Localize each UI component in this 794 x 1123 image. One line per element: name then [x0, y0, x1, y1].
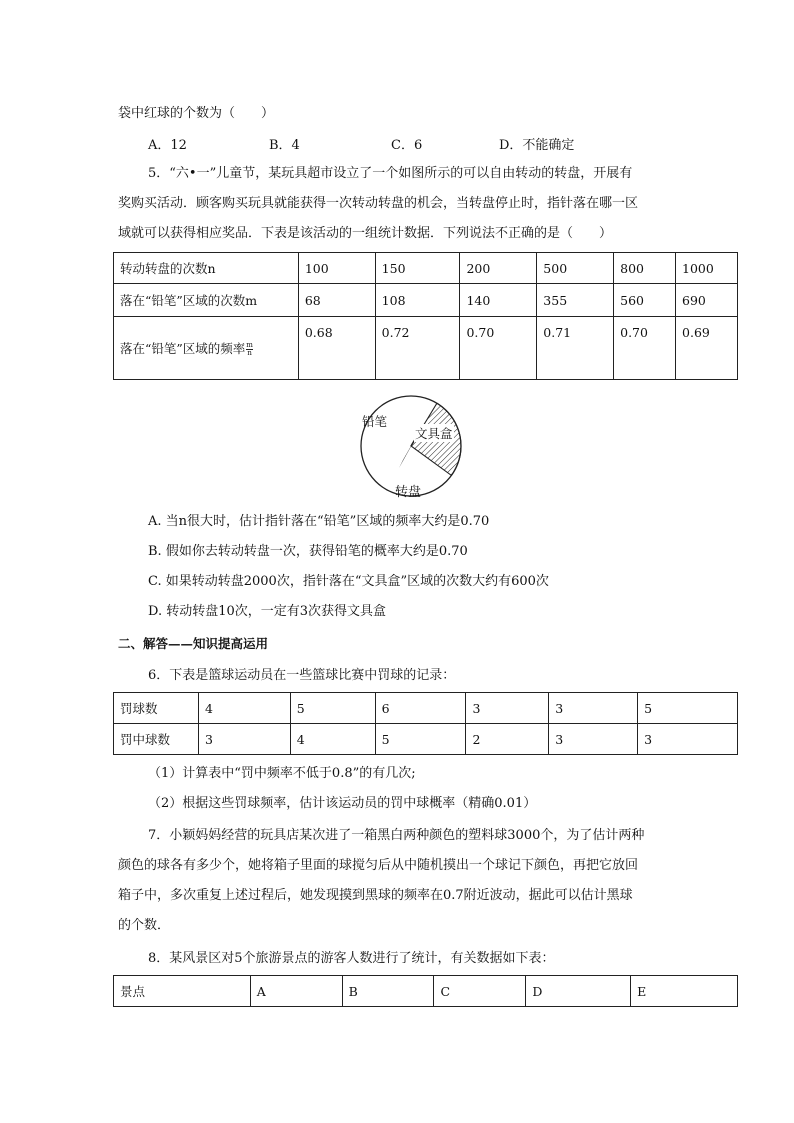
table-cell: 0.68 [298, 317, 375, 380]
table-cell: 3 [549, 724, 638, 755]
q8-table [113, 975, 738, 1007]
table-cell: 5 [375, 724, 466, 755]
q5-row1-label: 转动转盘的次数n [114, 253, 299, 284]
table-cell: E [631, 976, 738, 1007]
q4-option-a: A．12 [148, 138, 187, 153]
table-cell: 3 [638, 724, 738, 755]
table-cell: 690 [676, 284, 738, 317]
table-row [114, 976, 738, 1007]
q4-stem-tail: 袋中红球的个数为（ ） [118, 106, 275, 121]
q5-table [113, 252, 738, 380]
q4-option-b: B．4 [269, 138, 300, 153]
fraction-denominator: n [247, 349, 252, 357]
table-cell: 0.71 [537, 317, 614, 380]
table-row [114, 724, 738, 755]
table-cell: 3 [466, 693, 549, 724]
table-cell: 108 [375, 284, 460, 317]
spinner-caption: 转盘 [395, 485, 422, 500]
q5-option-d: D. 转动转盘10次，一定有3次获得文具盒 [148, 604, 387, 619]
q5-row2-label: 落在“铅笔”区域的次数m [114, 284, 299, 317]
table-cell: 5 [290, 693, 375, 724]
q5-row3-label [114, 317, 299, 380]
q6-stem: 6．下表是篮球运动员在一些篮球比赛中罚球的记录： [148, 668, 456, 683]
table-cell: 500 [537, 253, 614, 284]
table-cell: 100 [298, 253, 375, 284]
table-cell: 2 [466, 724, 549, 755]
q7-line1: 7．小颖妈妈经营的玩具店某次进了一箱黑白两种颜色的塑料球3000个，为了估计两种 [148, 828, 645, 843]
table-cell: 140 [460, 284, 537, 317]
q5-line1: 5．“六•一”儿童节，某玩具超市设立了一个如图所示的可以自由转动的转盘，开展有 [148, 166, 633, 181]
q8-row1-label: 景点 [114, 976, 251, 1007]
table-cell: 5 [638, 693, 738, 724]
table-cell: 0.70 [614, 317, 676, 380]
table-cell: C [434, 976, 526, 1007]
q4-option-d: D．不能确定 [499, 138, 575, 153]
table-row [114, 693, 738, 724]
q7-line2: 颜色的球各有多少个，她将箱子里面的球搅匀后从中随机摸出一个球记下颜色，再把它放回 [118, 858, 639, 873]
table-cell: 4 [198, 693, 290, 724]
q4-option-c: C．6 [391, 138, 423, 153]
q5-row3-label-text: 落在“铅笔”区域的频率 [120, 341, 246, 356]
table-cell: 150 [375, 253, 460, 284]
q6-row2-label: 罚中球数 [114, 724, 199, 755]
stationery-region-label: 文具盒 [415, 426, 453, 441]
q5-line2: 奖购买活动．顾客购买玩具就能获得一次转动转盘的机会，当转盘停止时，指针落在哪一区 [118, 196, 639, 211]
q6-table [113, 692, 738, 755]
table-cell: 3 [198, 724, 290, 755]
q5-option-a: A. 当n很大时，估计指针落在“铅笔”区域的频率大约是0.70 [148, 514, 490, 529]
table-cell: 560 [614, 284, 676, 317]
q7-line4: 的个数． [118, 918, 171, 933]
table-cell: 0.69 [676, 317, 738, 380]
q5-line3: 域就可以获得相应奖品．下表是该活动的一组统计数据．下列说法不正确的是（ ） [118, 226, 613, 241]
table-cell: 200 [460, 253, 537, 284]
table-cell: 355 [537, 284, 614, 317]
table-cell: 0.70 [460, 317, 537, 380]
table-cell: B [342, 976, 434, 1007]
section-heading: 二、解答——知识提高运用 [118, 636, 269, 651]
q7-line3: 箱子中，多次重复上述过程后，她发现摸到黑球的频率在0.7附近波动，据此可以估计黑球 [118, 888, 633, 903]
q4-options [148, 134, 648, 152]
fraction-m-over-n [246, 342, 253, 357]
table-cell: 3 [549, 693, 638, 724]
q5-option-b: B. 假如你去转动转盘一次，获得铅笔的概率大约是0.70 [148, 544, 468, 559]
table-cell: 4 [290, 724, 375, 755]
q6-sub1: （1）计算表中“罚中频率不低于0.8”的有几次; [148, 766, 416, 781]
table-row [114, 317, 738, 380]
fraction-numerator: m [246, 341, 253, 349]
table-cell: 0.72 [375, 317, 460, 380]
table-cell: 6 [375, 693, 466, 724]
q8-stem: 8．某风景区对5个旅游景点的游客人数进行了统计，有关数据如下表： [148, 951, 555, 966]
q6-row1-label: 罚球数 [114, 693, 199, 724]
pencil-region-label: 铅笔 [362, 414, 388, 429]
table-cell: 1000 [676, 253, 738, 284]
table-cell: A [250, 976, 342, 1007]
table-row [114, 284, 738, 317]
q5-option-c: C. 如果转动转盘2000次，指针落在“文具盒”区域的次数大约有600次 [148, 574, 549, 589]
table-cell: 68 [298, 284, 375, 317]
table-cell: D [526, 976, 631, 1007]
table-cell: 800 [614, 253, 676, 284]
q6-sub2: （2）根据这些罚球频率，估计该运动员的罚中球概率（精确0.01） [148, 796, 537, 811]
table-row [114, 253, 738, 284]
